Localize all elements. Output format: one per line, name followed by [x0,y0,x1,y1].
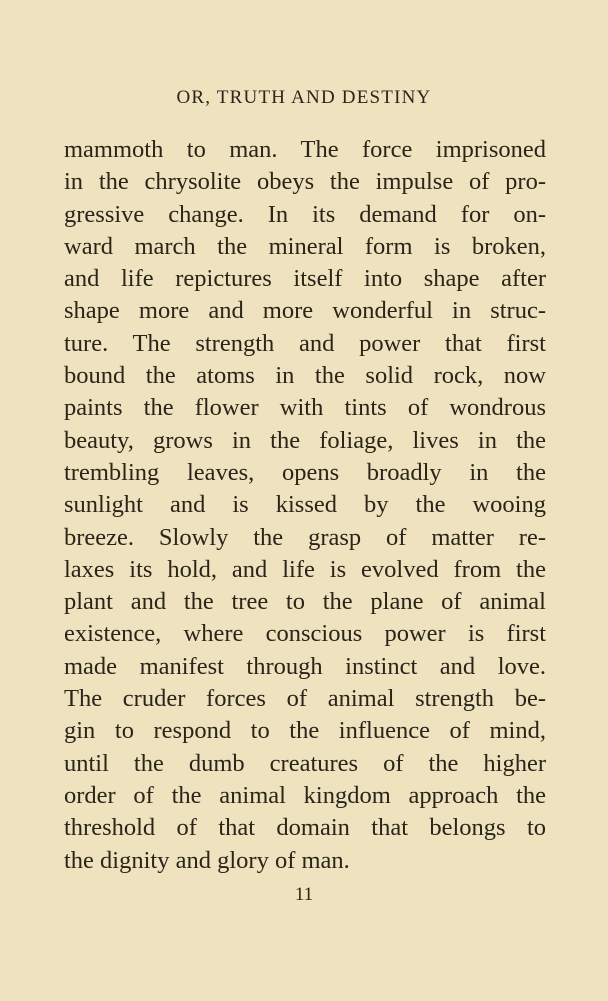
text-line: existence, where conscious power is first [64,620,546,648]
text-line: until the dumb creatures of the higher [64,749,546,777]
text-line: mammoth to man. The force imprisoned [64,136,546,163]
text-line: laxes its hold, and life is evolved from the [64,555,546,583]
text-line: made manifest through instinct and love. [64,652,546,680]
body-text [64,134,546,877]
text-line: gin to respond to the influence of mind, [64,717,546,745]
text-line: plant and the tree to the plane of animal [64,588,546,616]
text-line: gressive change. In its demand for on- [64,200,546,228]
text-line: breeze. Slowly the grasp of matter re- [64,523,546,551]
text-line: ward march the mineral form is broken, [64,232,546,260]
text-line: and life repictures itself into shape after [64,265,546,293]
text-line: paints the flower with tints of wondrous [64,394,546,422]
text-line: The cruder forces of animal strength be- [64,685,546,713]
text-line: bound the atoms in the solid rock, now [64,362,546,390]
text-line: in the chrysolite obeys the impulse of pro- [64,168,546,196]
text-line: order of the animal kingdom approach the [64,781,546,809]
running-header: OR, TRUTH AND DESTINY [176,87,432,108]
text-line: threshold of that domain that belongs to [64,814,546,842]
text-line: beauty, grows in the foliage, lives in the [64,426,546,454]
page-number: 11 [294,884,314,905]
text-line: trembling leaves, opens broadly in the [64,458,546,486]
text-line: shape more and more wonderful in struc- [64,297,546,325]
text-line: ture. The strength and power that first [64,329,546,357]
text-line: the dignity and glory of man. [64,846,350,874]
text-line: sunlight and is kissed by the wooing [64,491,546,519]
